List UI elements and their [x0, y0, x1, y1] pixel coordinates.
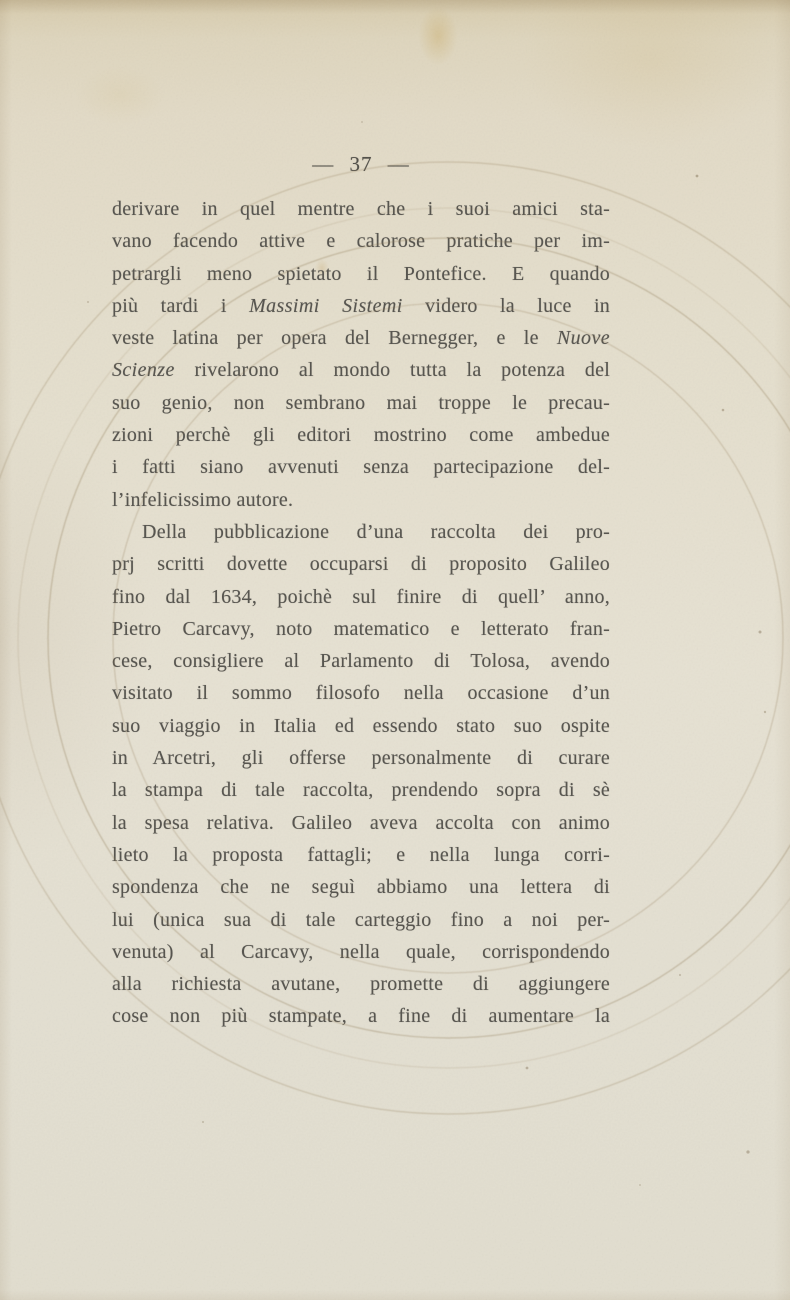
text-line: [112, 774, 610, 806]
text-segment: suo genio, non sembrano mai troppe le precau-: [112, 391, 610, 414]
text-segment: più tardi i: [112, 294, 250, 317]
text-segment: cose non più stampate, a fine di aumentare la: [112, 1005, 610, 1028]
text-segment: petrargli meno spietato il Pontefice. E quando: [112, 262, 610, 285]
text-line: [112, 710, 610, 742]
text-segment: la spesa relativa. Galileo aveva accolta con animo: [112, 811, 610, 834]
text-line: [112, 968, 610, 1000]
text-line: [112, 613, 610, 645]
text-line: [112, 807, 610, 839]
text-segment: venuta) al Carcavy, nella quale, corrispondendo: [112, 940, 610, 963]
text-segment: zioni perchè gli editori mostrino come ambedue: [112, 424, 610, 447]
text-line: [112, 871, 610, 903]
italic-text-segment: Scienze: [112, 359, 175, 382]
page-number: — 37 —: [312, 152, 410, 176]
italic-text-segment: Massimi Sistemi: [249, 294, 403, 317]
text-segment: cese, consigliere al Parlamento di Tolosa, avendo: [112, 650, 610, 673]
text-line: [112, 1000, 610, 1032]
text-line: [112, 193, 610, 225]
text-line: [112, 936, 610, 968]
text-segment: derivare in quel mentre che i suoi amici sta-: [112, 198, 610, 220]
text-line: [112, 742, 610, 774]
text-line: [112, 225, 610, 257]
text-segment: la stampa di tale raccolta, prendendo sopra di sè: [112, 779, 610, 802]
text-segment: l’infelicissimo autore.: [112, 488, 294, 511]
italic-text-segment: Nuove: [556, 327, 610, 350]
text-line: [112, 322, 610, 354]
text-segment: spondenza che ne seguì abbiamo una lettera di: [112, 876, 610, 899]
text-segment: Pietro Carcavy, noto matematico e letterato fran-: [112, 617, 610, 640]
text-segment: lui (unica sua di tale carteggio fino a noi per-: [112, 908, 610, 931]
text-line: [112, 516, 610, 548]
text-segment: Della pubblicazione d’una raccolta dei pro-: [142, 520, 610, 543]
text-segment: videro la luce in: [402, 294, 610, 317]
text-line: [112, 419, 610, 451]
text-line: [112, 548, 610, 580]
text-line: [112, 677, 610, 709]
page-text: [112, 193, 610, 1033]
text-line: [112, 354, 610, 386]
text-segment: lieto la proposta fattagli; e nella lunga corri-: [112, 843, 610, 866]
text-segment: in Arcetri, gli offerse personalmente di curare: [112, 747, 610, 770]
text-line: [112, 484, 610, 516]
text-segment: visitato il sommo filosofo nella occasione d’un: [112, 682, 610, 705]
text-line: [112, 839, 610, 871]
text-line: [112, 290, 610, 322]
text-segment: alla richiesta avutane, promette di aggiungere: [112, 973, 610, 996]
text-segment: vano facendo attive e calorose pratiche per im-: [112, 230, 610, 253]
text-line: [112, 258, 610, 290]
text-segment: fino dal 1634, poichè sul finire di quell’ anno,: [112, 585, 610, 608]
text-segment: suo viaggio in Italia ed essendo stato suo ospite: [112, 714, 610, 737]
text-line: [112, 645, 610, 677]
text-segment: prj scritti dovette occuparsi di proposito Galileo: [112, 553, 610, 576]
text-line: [112, 387, 610, 419]
text-line: [112, 451, 610, 483]
text-segment: rivelarono al mondo tutta la potenza del: [174, 359, 610, 382]
text-segment: i fatti siano avvenuti senza partecipazione del-: [112, 456, 610, 479]
text-line: [112, 581, 610, 613]
text-segment: veste latina per opera del Bernegger, e le: [112, 327, 557, 350]
text-line: [112, 904, 610, 936]
